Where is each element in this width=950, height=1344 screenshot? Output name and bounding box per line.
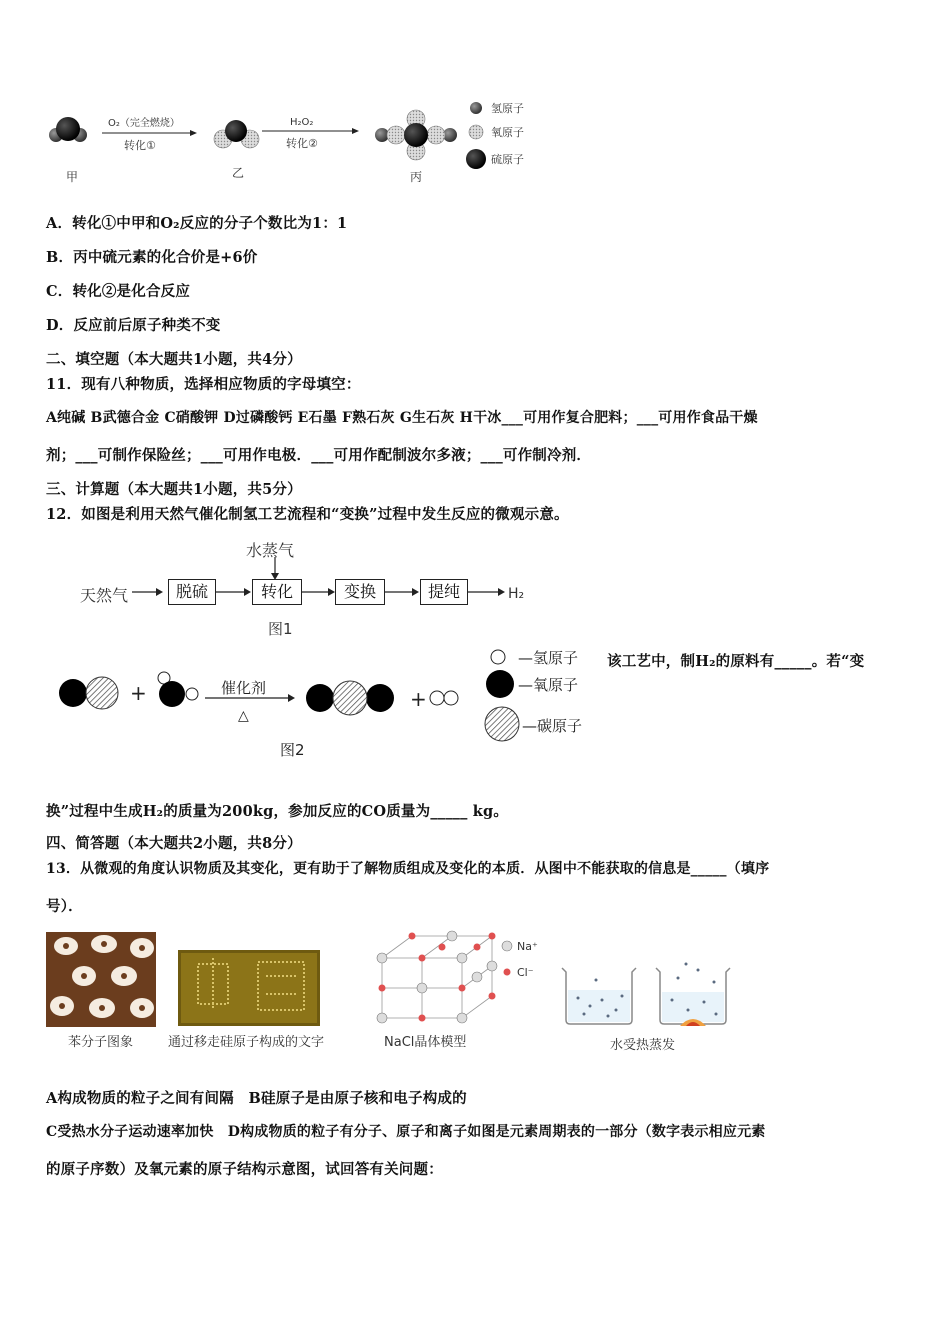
q13-option-ab: A构成物质的粒子之间有间隔 B硅原子是由原子核和电子构成的 [46, 1090, 467, 1107]
nacl-crystal-image [372, 928, 542, 1030]
section-heading-short-answer: 四、简答题（本大题共2小题，共8分） [46, 835, 302, 852]
flow-input-natural-gas: 天然气 [80, 586, 129, 605]
q13-line1: 13．从微观的角度认识物质及其变化，更有助于了解物质组成及变化的本质．从图中不能获取的信息是_____（填序 [46, 861, 770, 877]
flow-caption: 图1 [268, 620, 293, 638]
caption-silicon-text: 通过移走硅原子构成的文字 [168, 1035, 325, 1050]
flow-step-convert: 转化 [252, 579, 302, 605]
legend-hydrogen-atom: —氢原子 [518, 649, 579, 667]
legend-hydrogen: 氢原子 [491, 102, 524, 115]
caption-benzene: 苯分子图象 [68, 1035, 134, 1050]
legend-oxygen-atom: —氧原子 [518, 676, 579, 694]
svg-text:+: + [410, 687, 427, 711]
molecule-bing [375, 110, 457, 160]
flow-step-desulfurize: 脱硫 [168, 579, 216, 605]
nacl-legend-na: Na⁺ [517, 940, 538, 953]
molecule-yi [214, 120, 259, 148]
section-heading-fill-in: 二、填空题（本大题共1小题，共4分） [46, 351, 302, 368]
legend-carbon-atom: —碳原子 [522, 717, 583, 735]
molecule-jia [49, 117, 87, 142]
arrow1-condition: O₂（完全燃烧） [108, 118, 180, 129]
arrow2-condition: H₂O₂ [290, 117, 314, 128]
arrow1-label: 转化① [124, 139, 156, 152]
q12-continue-text: 换”过程中生成H₂的质量为200kg，参加反应的CO质量为_____ kg。 [46, 803, 509, 820]
flow-step-shift: 变换 [335, 579, 385, 605]
caption-nacl: NaCl晶体模型 [384, 1035, 467, 1050]
q11-line2: 剂；___可制作保险丝；___可用作电极．___可用作配制波尔多液；___可作制冷剂． [46, 447, 592, 464]
q11-line1: A纯碱 B武德合金 C硝酸钾 D过磷酸钙 E石墨 F熟石灰 G生石灰 H干冰___可用作复合肥料；___可用作食品干燥 [46, 410, 758, 426]
reaction-caption: 图2 [280, 741, 305, 759]
legend-sulfur: 硫原子 [491, 153, 524, 166]
heat-symbol: △ [238, 708, 249, 724]
silicon-text-image [178, 950, 320, 1026]
q10-option-c: C．转化②是化合反应 [46, 283, 191, 300]
reaction-figure-1 [40, 95, 550, 190]
label-jia: 甲 [66, 170, 79, 184]
benzene-image [46, 932, 156, 1027]
q13-option-cd: C受热水分子运动速率加快 D构成物质的粒子有分子、原子和离子如图是元素周期表的一部分（数字表示相应元素 [46, 1124, 766, 1140]
q13-line2: 号）． [46, 898, 83, 915]
svg-text:+: + [130, 681, 147, 705]
reaction-figure-2 [50, 640, 610, 765]
water-evaporation-image [558, 960, 743, 1035]
arrow2-label: 转化② [286, 137, 318, 150]
flow-step-purify: 提纯 [420, 579, 468, 605]
flow-steam-label: 水蒸气 [246, 541, 295, 560]
q13-last-line: 的原子序数）及氧元素的原子结构示意图，试回答有关问题： [46, 1161, 443, 1178]
legend-oxygen: 氧原子 [491, 126, 524, 139]
catalyst-label: 催化剂 [221, 679, 267, 697]
q12-stem: 12．如图是利用天然气催化制氢工艺流程和“变换”过程中发生反应的微观示意。 [46, 506, 569, 523]
q10-option-a: A．转化①中甲和O₂反应的分子个数比为1：1 [46, 215, 348, 232]
flow-arrows [70, 555, 540, 605]
section-heading-calculation: 三、计算题（本大题共1小题，共5分） [46, 481, 302, 498]
label-bing: 丙 [410, 170, 423, 184]
q12-side-text: 该工艺中，制H₂的原料有_____。若“变 [607, 653, 865, 670]
label-yi: 乙 [232, 166, 245, 180]
q10-option-b: B．丙中硫元素的化合价是+6价 [46, 249, 258, 266]
nacl-legend-cl: Cl⁻ [517, 966, 534, 979]
caption-water: 水受热蒸发 [610, 1038, 676, 1053]
flow-output-h2: H₂ [508, 586, 525, 602]
q11-stem: 11．现有八种物质，选择相应物质的字母填空： [46, 376, 361, 393]
q10-option-d: D．反应前后原子种类不变 [46, 317, 221, 334]
